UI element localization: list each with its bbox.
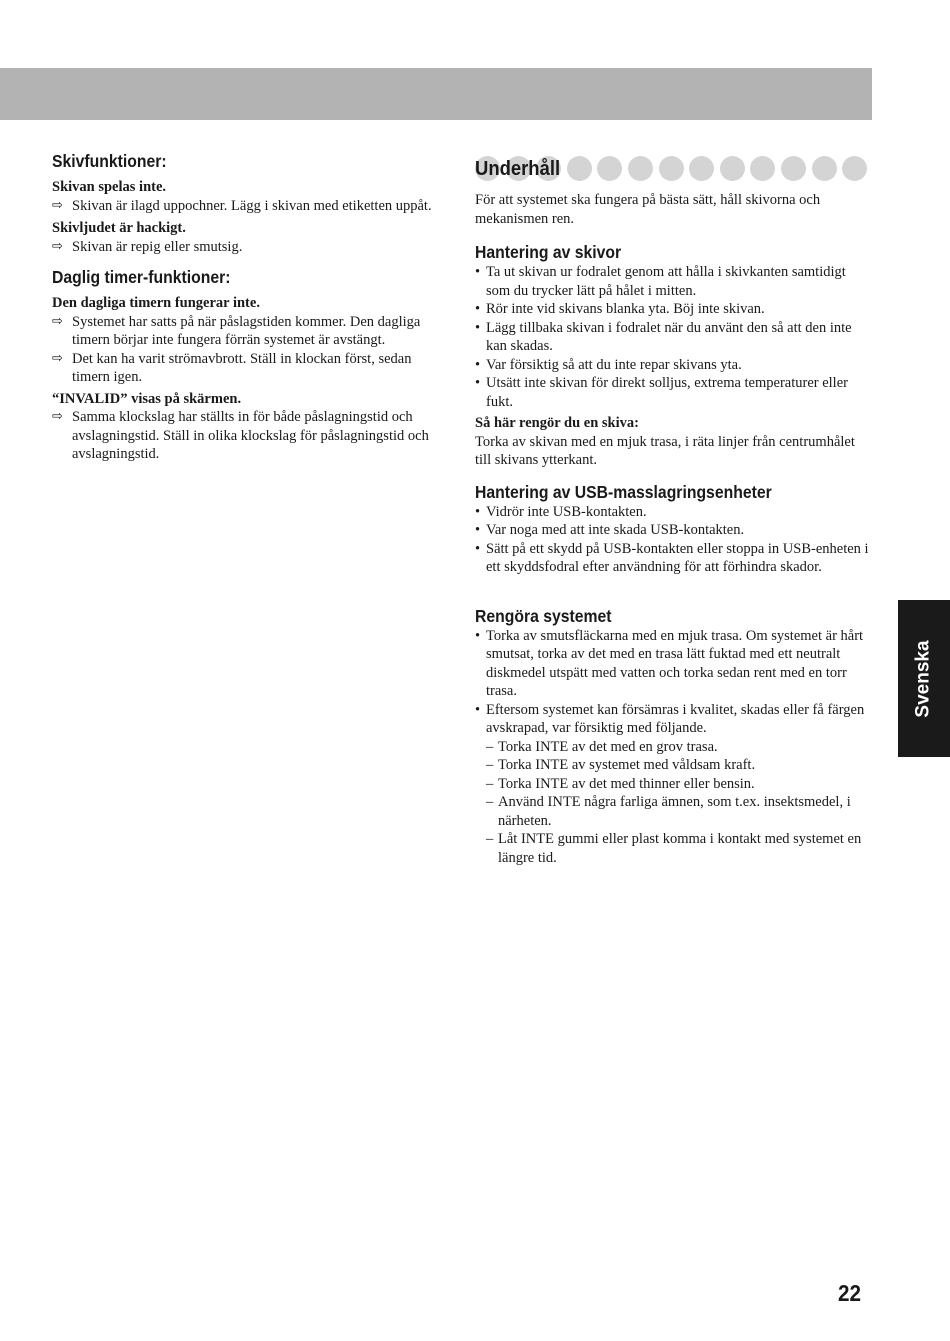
- maintenance-intro: För att systemet ska fungera på bästa sätt, håll skivorna och mekanismen ren.: [475, 192, 821, 227]
- list-item: • Var försiktig så att du inte repar skivans yta.: [475, 356, 742, 373]
- language-tab: [898, 600, 950, 757]
- usb-handling-list: [475, 503, 871, 577]
- solution-item: ⇨ Skivan är ilagd uppochner. Lägg i skivan med etiketten uppåt.: [52, 197, 432, 214]
- system-cleaning-list: [475, 627, 871, 868]
- solution-item: ⇨ Systemet har satts på när påslagstiden kommer. Den dagliga timern börjar inte fungera förrän systemet är avstängt.: [52, 313, 421, 348]
- disc-cleaning-text: Torka av skivan med en mjuk trasa, i räta linjer från centrumhålet till skivans ytterkant.: [475, 433, 855, 468]
- problem-invalid-display: “INVALID” visas på skärmen.: [52, 390, 242, 407]
- solution-item: ⇨ Samma klockslag har ställts in för både påslagningstid och avslagningstid. Ställ in olika klockslag för påslagningstid och avslagningstid.: [52, 409, 429, 462]
- arrow-icon: ⇨: [52, 409, 63, 424]
- header-band: [0, 68, 872, 120]
- dash-item: – Torka INTE av det med en grov trasa.: [486, 738, 718, 755]
- dash-item: – Låt INTE gummi eller plast komma i kontakt med systemet en längre tid.: [486, 831, 862, 866]
- dash-item: – Torka INTE av systemet med våldsam kraft.: [486, 757, 756, 773]
- list-item: • Var noga med att inte skada USB-kontakten.: [475, 522, 745, 538]
- list-item: • Lägg tillbaka skivan i fodralet när du använt den så att den inte kan skadas.: [475, 319, 852, 354]
- problem-disc-not-playing: Skivan spelas inte.: [52, 179, 167, 195]
- list-item: • Sätt på ett skydd på USB-kontakten eller stoppa in USB-enheten i ett skyddsfodral efter användning för att förhindra skador.: [475, 540, 869, 575]
- list-item: • Rör inte vid skivans blanka yta. Böj inte skivan.: [475, 301, 765, 317]
- problem-disc-sound-choppy: Skivljudet är hackigt.: [52, 220, 186, 236]
- dash-item: – Torka INTE av det med thinner eller bensin.: [486, 775, 755, 792]
- maintenance-column: [475, 152, 871, 867]
- arrow-icon: ⇨: [52, 313, 63, 329]
- disc-cleaning-subheading: Så här rengör du en skiva:: [475, 415, 639, 431]
- section-heading-disc-functions: Skivfunktioner:: [52, 151, 167, 171]
- list-item: • Vidrör inte USB-kontakten.: [475, 503, 647, 520]
- section-heading-daily-timer: Daglig timer-funktioner:: [52, 267, 231, 287]
- troubleshooting-column: [52, 150, 448, 464]
- maintenance-title-row: [475, 152, 871, 186]
- list-item: • Torka av smutsfläckarna med en mjuk trasa. Om systemet är hårt smutsat, torka av det med en trasa lätt fuktad med ett neutralt diskmedel utspätt med vatten och torka sedan rent med en torr trasa.: [475, 627, 864, 699]
- page-number: 22: [838, 1280, 862, 1306]
- section-heading-system-cleaning: Rengöra systemet: [475, 605, 612, 626]
- list-item: • Utsätt inte skivan för direkt solljus, extrema temperaturer eller fukt.: [475, 375, 848, 410]
- section-heading-usb-handling: Hantering av USB-masslagringsenheter: [475, 481, 772, 502]
- solution-item: ⇨ Skivan är repig eller smutsig.: [52, 238, 243, 255]
- section-heading-disc-handling: Hantering av skivor: [475, 242, 622, 262]
- arrow-icon: ⇨: [52, 350, 63, 366]
- solution-item: ⇨ Det kan ha varit strömavbrott. Ställ in klockan först, sedan timern igen.: [52, 350, 412, 385]
- language-tab-label: Svenska: [913, 639, 934, 718]
- page-title: Underhåll: [475, 157, 561, 180]
- dash-item: – Använd INTE några farliga ämnen, som t.ex. insektsmedel, i närheten.: [486, 794, 851, 829]
- arrow-icon: ⇨: [52, 238, 63, 254]
- arrow-icon: ⇨: [52, 197, 63, 213]
- list-item: • Ta ut skivan ur fodralet genom att hålla i skivkanten samtidigt som du trycker lätt på hålet i mitten.: [475, 264, 846, 299]
- list-item: • Eftersom systemet kan försämras i kvalitet, skadas eller få färgen avskrapad, var försiktig med följande.: [475, 701, 865, 736]
- problem-timer-not-working: Den dagliga timern fungerar inte.: [52, 295, 260, 311]
- disc-handling-list: [475, 263, 871, 411]
